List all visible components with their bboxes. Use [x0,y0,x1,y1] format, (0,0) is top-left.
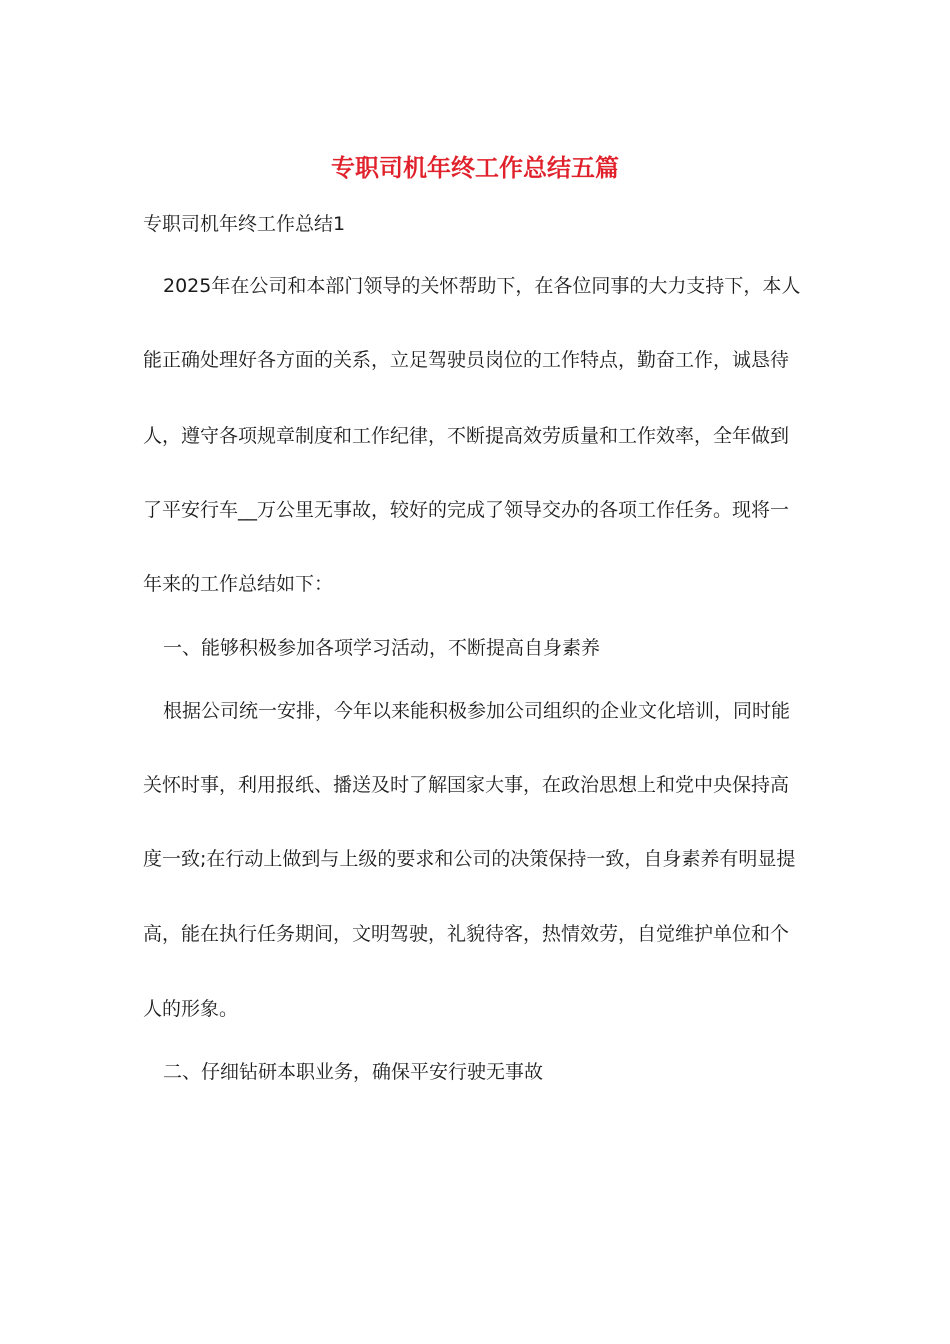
paragraph-2-line-3: 度一致;在行动上做到与上级的要求和公司的决策保持一致，自身素养有明显提 [143,848,796,870]
paragraph-1-line-2: 能正确处理好各方面的关系，立足驾驶员岗位的工作特点，勤奋工作，诚恳待 [143,349,790,371]
paragraph-2-line-5: 人的形象。 [143,998,239,1020]
section-heading: 专职司机年终工作总结1 [143,213,346,235]
paragraph-1-line-4: 了平安行车__万公里无事故，较好的完成了领导交办的各项工作任务。现将一 [143,499,790,521]
heading-1: 一、能够积极参加各项学习活动，不断提高自身素养 [163,637,601,659]
page-title: 专职司机年终工作总结五篇 [331,153,619,182]
paragraph-2-line-1: 根据公司统一安排，今年以来能积极参加公司组织的企业文化培训，同时能 [163,700,791,722]
paragraph-2-line-4: 高，能在执行任务期间，文明驾驶，礼貌待客，热情效劳，自觉维护单位和个 [143,923,790,945]
heading-2: 二、仔细钻研本职业务，确保平安行驶无事故 [163,1061,544,1083]
paragraph-1-line-1: 2025年在公司和本部门领导的关怀帮助下，在各位同事的大力支持下，本人 [163,275,801,297]
paragraph-1-line-3: 人，遵守各项规章制度和工作纪律，不断提高效劳质量和工作效率，全年做到 [143,425,790,447]
paragraph-1-line-5: 年来的工作总结如下： [143,573,334,595]
paragraph-2-line-2: 关怀时事，利用报纸、播送及时了解国家大事，在政治思想上和党中央保持高 [143,774,790,796]
